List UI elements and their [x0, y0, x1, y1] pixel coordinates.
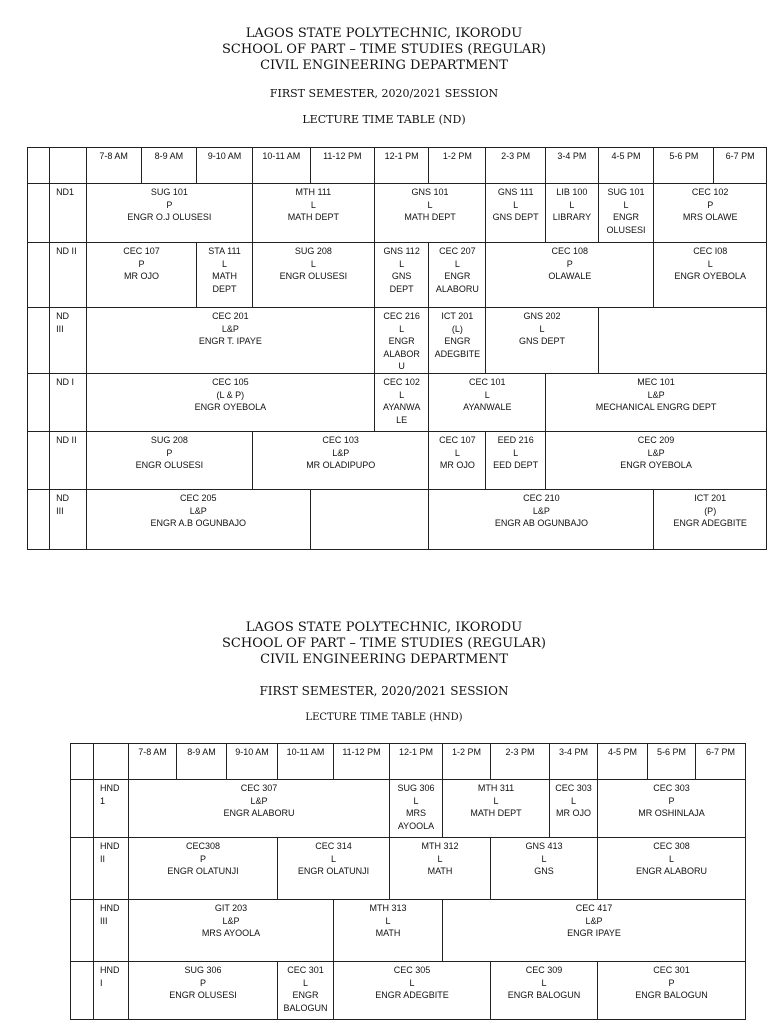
nd-time-header: 11-12 PM	[310, 148, 374, 184]
table-row	[28, 489, 767, 549]
nd-time-header: 5-6 PM	[654, 148, 714, 184]
course-cell: MTH 312 L MATH	[390, 838, 491, 900]
hnd-time-header: 10-11 AM	[278, 744, 334, 780]
course-cell: SUG 208 P ENGR OLUSESI	[86, 431, 252, 489]
nd-row-spacer	[28, 184, 50, 243]
course-cell: CEC 205 L&P ENGR A.B OGUNBAJO	[86, 489, 310, 549]
hnd-time-header: 11-12 PM	[334, 744, 390, 780]
course-cell: GNS 202 L GNS DEPT	[486, 308, 598, 374]
table-row	[71, 962, 746, 1020]
nd-time-header: 7-8 AM	[86, 148, 141, 184]
course-cell: CEC 107 L MR OJO	[429, 431, 486, 489]
nd-time-header: 10-11 AM	[252, 148, 310, 184]
course-cell: CEC 201 L&P ENGR T. IPAYE	[86, 308, 374, 374]
nd-time-header: 1-2 PM	[429, 148, 486, 184]
nd-class-label: ND I	[50, 373, 87, 431]
course-cell: SUG 306 L MRS AYOOLA	[390, 780, 443, 838]
hnd-time-header: 9-10 AM	[227, 744, 278, 780]
course-cell: CEC 105 (L & P) ENGR OYEBOLA	[86, 373, 374, 431]
course-cell: CEC 303 P MR OSHINLAJA	[598, 780, 746, 838]
table-row	[71, 838, 746, 900]
course-cell: MTH 313 L MATH	[334, 900, 443, 962]
course-cell: CEC 307 L&P ENGR ALABORU	[129, 780, 390, 838]
hnd-time-header: 8-9 AM	[177, 744, 227, 780]
hnd-row-spacer	[71, 780, 94, 838]
table-row	[28, 431, 767, 489]
course-cell: CEC 102 P MRS OLAWE	[654, 184, 767, 243]
course-cell: SUG 101 P ENGR O.J OLUSESI	[86, 184, 252, 243]
hnd-time-header-row	[71, 744, 746, 780]
course-cell: ICT 201 (L) ENGR ADEGBITE	[429, 308, 486, 374]
hnd-time-header: 5-6 PM	[648, 744, 696, 780]
hnd-time-header: 1-2 PM	[443, 744, 491, 780]
nd-class-label: ND1	[50, 184, 87, 243]
hnd-school: SCHOOL OF PART – TIME STUDIES (REGULAR)	[222, 636, 546, 651]
course-cell: CEC 108 P OLAWALE	[486, 243, 654, 308]
nd-row-spacer	[28, 243, 50, 308]
course-cell: CEC 301 L ENGR BALOGUN	[278, 962, 334, 1020]
hnd-title: LECTURE TIME TABLE (HND)	[305, 712, 463, 723]
course-cell: MEC 101 L&P MECHANICAL ENGRG DEPT	[546, 373, 767, 431]
table-row	[28, 243, 767, 308]
table-row	[71, 900, 746, 962]
course-cell: GNS 101 L MATH DEPT	[374, 184, 485, 243]
course-cell: CEC 314 L ENGR OLATUNJI	[278, 838, 390, 900]
course-cell	[598, 308, 766, 374]
hnd-time-header: 6-7 PM	[696, 744, 746, 780]
course-cell: CEC 101 L AYANWALE	[429, 373, 546, 431]
hnd-department: CIVIL ENGINEERING DEPARTMENT	[260, 652, 508, 667]
course-cell: SUG 101 L ENGR OLUSESI	[598, 184, 654, 243]
nd-time-header: 9-10 AM	[197, 148, 253, 184]
nd-time-header: 8-9 AM	[141, 148, 197, 184]
course-cell: CEC 305 L ENGR ADEGBITE	[334, 962, 491, 1020]
hnd-time-header: 7-8 AM	[129, 744, 177, 780]
course-cell: EED 216 L EED DEPT	[486, 431, 546, 489]
course-cell: CEC 103 L&P MR OLADIPUPO	[252, 431, 429, 489]
course-cell: CEC 309 L ENGR BALOGUN	[491, 962, 598, 1020]
nd-time-header: 2-3 PM	[486, 148, 546, 184]
hnd-class-label: HND I	[94, 962, 129, 1020]
course-cell: CEC 209 L&P ENGR OYEBOLA	[546, 431, 767, 489]
hnd-time-header: 2-3 PM	[491, 744, 550, 780]
nd-time-header: 12-1 PM	[374, 148, 429, 184]
hnd-row-spacer	[71, 900, 94, 962]
hnd-time-header: 4-5 PM	[598, 744, 648, 780]
hnd-class-label: HND III	[94, 900, 129, 962]
nd-row-spacer	[28, 373, 50, 431]
nd-time-header: 4-5 PM	[598, 148, 654, 184]
course-cell: CEC 308 L ENGR ALABORU	[598, 838, 746, 900]
nd-class-label: ND II	[50, 431, 87, 489]
nd-semester: FIRST SEMESTER, 2020/2021 SESSION	[269, 87, 499, 100]
course-cell: GNS 413 L GNS	[491, 838, 598, 900]
course-cell: STA 111 L MATH DEPT	[197, 243, 253, 308]
course-cell: MTH 111 L MATH DEPT	[252, 184, 374, 243]
nd-row-spacer	[28, 308, 50, 374]
nd-row-spacer	[28, 489, 50, 549]
table-row	[28, 184, 767, 243]
hnd-institution: LAGOS STATE POLYTECHNIC, IKORODU	[245, 620, 523, 635]
nd-time-header: 6-7 PM	[714, 148, 767, 184]
course-cell: CEC 107 P MR OJO	[86, 243, 196, 308]
table-row	[28, 308, 767, 374]
nd-class-label: ND II	[50, 243, 87, 308]
course-cell: LIB 100 L LIBRARY	[546, 184, 599, 243]
nd-corner-cell	[28, 148, 50, 184]
course-cell	[310, 489, 429, 549]
course-cell: CEC308 P ENGR OLATUNJI	[129, 838, 278, 900]
course-cell: CEC 207 L ENGR ALABORU	[429, 243, 486, 308]
course-cell: CEC I08 L ENGR OYEBOLA	[654, 243, 767, 308]
hnd-class-label: HND 1	[94, 780, 129, 838]
course-cell: CEC 210 L&P ENGR AB OGUNBAJO	[429, 489, 654, 549]
course-cell: CEC 417 L&P ENGR IPAYE	[443, 900, 746, 962]
course-cell: CEC 301 P ENGR BALOGUN	[598, 962, 746, 1020]
nd-school: SCHOOL OF PART – TIME STUDIES (REGULAR)	[222, 42, 546, 57]
nd-corner-cell	[50, 148, 87, 184]
nd-title: LECTURE TIME TABLE (ND)	[302, 113, 466, 126]
course-cell: CEC 303 L MR OJO	[550, 780, 598, 838]
course-cell: CEC 102 L AYANWA LE	[374, 373, 429, 431]
hnd-timetable	[70, 743, 746, 1020]
nd-department: CIVIL ENGINEERING DEPARTMENT	[260, 58, 508, 73]
nd-row-spacer	[28, 431, 50, 489]
table-row	[28, 373, 767, 431]
course-cell: GNS 111 L GNS DEPT	[486, 184, 546, 243]
nd-time-header-row	[28, 148, 767, 184]
course-cell: GIT 203 L&P MRS AYOOLA	[129, 900, 334, 962]
course-cell: SUG 208 L ENGR OLUSESI	[252, 243, 374, 308]
nd-institution: LAGOS STATE POLYTECHNIC, IKORODU	[245, 26, 523, 41]
course-cell: MTH 311 L MATH DEPT	[443, 780, 550, 838]
hnd-row-spacer	[71, 962, 94, 1020]
hnd-class-label: HND II	[94, 838, 129, 900]
course-cell: CEC 216 L ENGR ALABOR U	[374, 308, 429, 374]
nd-class-label: ND III	[50, 308, 87, 374]
table-row	[71, 780, 746, 838]
course-cell: ICT 201 (P) ENGR ADEGBITE	[654, 489, 767, 549]
hnd-corner-cell	[71, 744, 94, 780]
hnd-time-header: 12-1 PM	[390, 744, 443, 780]
hnd-corner-cell	[94, 744, 129, 780]
nd-timetable	[27, 147, 767, 550]
course-cell: SUG 306 P ENGR OLUSESI	[129, 962, 278, 1020]
course-cell: GNS 112 L GNS DEPT	[374, 243, 429, 308]
hnd-semester: FIRST SEMESTER, 2020/2021 SESSION	[259, 684, 509, 698]
hnd-row-spacer	[71, 838, 94, 900]
hnd-time-header: 3-4 PM	[550, 744, 598, 780]
nd-class-label: ND III	[50, 489, 87, 549]
nd-time-header: 3-4 PM	[546, 148, 599, 184]
